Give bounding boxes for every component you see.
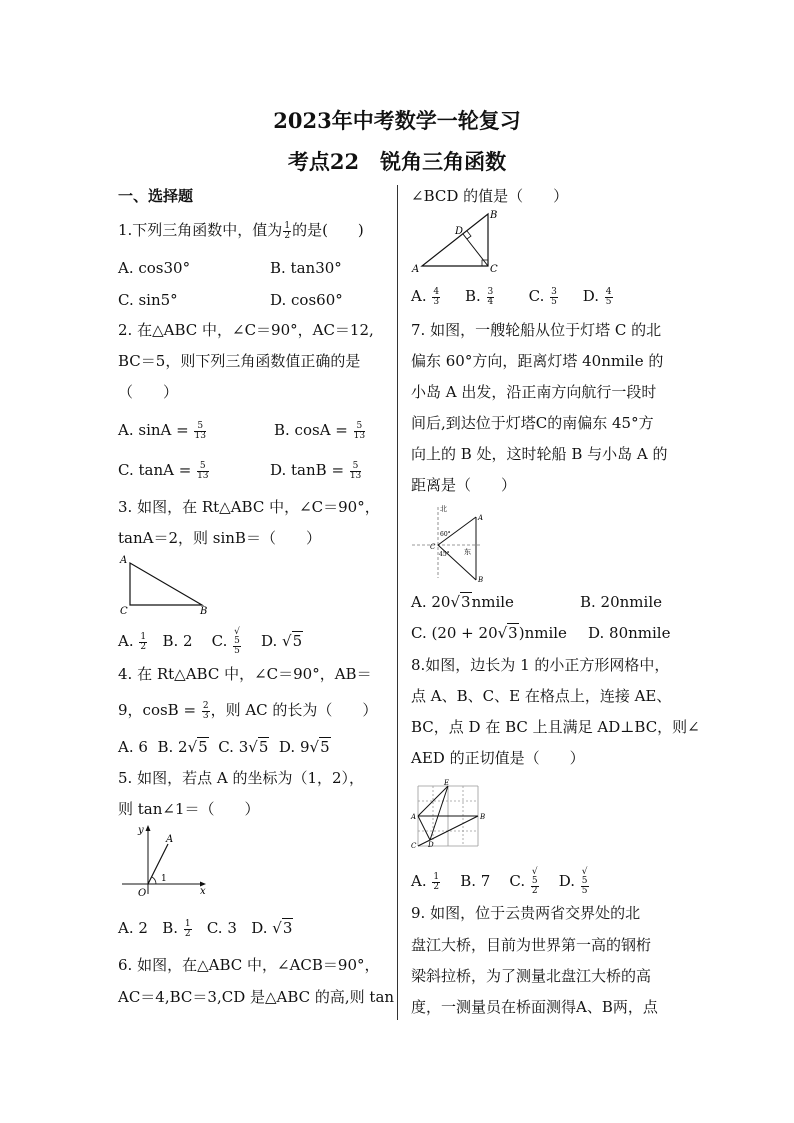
q3-triangle-figure bbox=[116, 554, 212, 616]
q7-stem-line1: 7. 如图，一艘轮船从位于灯塔 C 的北 bbox=[411, 321, 662, 339]
q7-label-a: A bbox=[478, 514, 484, 522]
q8-stem-line4: AED 的正切值是（ ） bbox=[411, 749, 585, 767]
q7-label-c: C bbox=[430, 543, 436, 551]
q8-label-e: E bbox=[444, 779, 450, 787]
q5-label-o: O bbox=[138, 888, 147, 898]
q3-stem-line2: tanA＝2，则 sinB＝（ ） bbox=[118, 529, 321, 547]
q7-label-b: B bbox=[478, 576, 484, 584]
q7-option-b: B. 20nmile bbox=[580, 593, 663, 611]
q7-stem-line5: 向上的 B 处，这时轮船 B 与小岛 A 的 bbox=[411, 445, 668, 463]
q6-stem-line2: AC＝4,BC＝3,CD 是△ABC 的高,则 tan bbox=[118, 988, 395, 1006]
page-title: 2023年中考数学一轮复习 bbox=[273, 108, 521, 133]
q5-options: A. 2 B. $\frac{1}{2}$ C. 3 D. √3 bbox=[118, 918, 293, 939]
q7-stem-line4: 间后,到达位于灯塔C的南偏东 45°方 bbox=[411, 414, 654, 432]
q2-stem-line3: （ ） bbox=[118, 383, 179, 401]
q7-angle-60: 60° bbox=[440, 531, 451, 538]
q2-stem-line1: 2. 在△ABC 中，∠C＝90°，AC＝12, bbox=[118, 321, 374, 339]
q6-label-d: D bbox=[455, 226, 464, 237]
q5-label-a: A bbox=[166, 834, 174, 845]
q3-options: A. $\frac{1}{2}$ B. 2 C. √ 5 5 D. √5 bbox=[118, 627, 303, 656]
q2-option-c: C. tanA = $\frac{5}{13}$ bbox=[118, 460, 209, 481]
q1-option-d: D. cos60° bbox=[270, 291, 343, 309]
q6-label-b: B bbox=[490, 210, 498, 221]
q8-label-c: C bbox=[411, 842, 417, 848]
q3-label-b: B bbox=[200, 606, 208, 616]
q5-axis-x-label: x bbox=[200, 886, 206, 897]
q5-stem-line1: 5. 如图，若点 A 的坐标为（1，2）， bbox=[118, 769, 365, 787]
q1-option-b: B. tan30° bbox=[270, 259, 342, 277]
q5-coordinate-figure bbox=[118, 822, 210, 898]
q7-east-label: 东 bbox=[464, 548, 471, 556]
page-subtitle: 考点22 锐角三角函数 bbox=[287, 149, 507, 174]
q8-options: A. $\frac{1}{2}$ B. 7 C. √ 5 2 D. √ 5 5 bbox=[411, 867, 588, 896]
q6-options: A. $\frac{4}{3}$ B. $\frac{3}{4}$ C. $\frac{3}{5}$ D. $\frac{4}{5}$ bbox=[411, 286, 612, 307]
q4-options: A. 6 B. 2√5 C. 3√5 D. 9√5 bbox=[118, 738, 330, 756]
q3-label-c: C bbox=[120, 606, 128, 616]
q7-stem-line3: 小岛 A 出发，沿正南方向航行一段时 bbox=[411, 383, 657, 401]
q1-option-c: C. sin5° bbox=[118, 291, 178, 309]
q9-stem-line3: 梁斜拉桥，为了测量北盘江大桥的高 bbox=[411, 967, 652, 985]
q5-axis-y-label: y bbox=[138, 825, 144, 836]
q3-stem-line1: 3. 如图，在 Rt△ABC 中，∠C＝90°， bbox=[118, 498, 380, 516]
q7-option-d: D. 80nmile bbox=[588, 624, 671, 642]
q6-triangle-figure bbox=[410, 208, 502, 274]
q9-stem-line2: 盘江大桥，目前为世界第一高的钢桁 bbox=[411, 936, 652, 954]
q5-angle-label: 1 bbox=[161, 874, 167, 884]
q7-north-label: 北 bbox=[440, 505, 447, 513]
q2-option-a: A. sinA = $\frac{5}{13}$ bbox=[118, 420, 206, 441]
q8-label-d: D bbox=[428, 841, 434, 848]
q7-angle-45: 45° bbox=[439, 551, 450, 558]
q7-stem-line6: 距离是（ ） bbox=[411, 476, 517, 494]
q8-stem-line3: BC，点 D 在 BC 上且满足 AD⊥BC，则∠ bbox=[411, 718, 700, 736]
q8-stem-line1: 8.如图，边长为 1 的小正方形网格中， bbox=[411, 656, 670, 674]
q7-stem-line2: 偏东 60°方向，距离灯塔 40nmile 的 bbox=[411, 352, 664, 370]
q3-label-a: A bbox=[120, 555, 128, 566]
q6-label-a: A bbox=[412, 264, 420, 274]
q7-navigation-figure bbox=[410, 502, 488, 584]
q4-stem-line1: 4. 在 Rt△ABC 中，∠C＝90°，AB＝ bbox=[118, 665, 372, 683]
q5-stem-line2: 则 tan∠1＝（ ） bbox=[118, 800, 260, 818]
q7-option-a: A. 20√3nmile bbox=[411, 593, 514, 611]
q6-label-c: C bbox=[490, 264, 498, 274]
q8-stem-line2: 点 A、B、C、E 在格点上，连接 AE、 bbox=[411, 687, 672, 705]
q2-stem-line2: BC＝5，则下列三角函数值正确的是 bbox=[118, 352, 361, 370]
section-heading: 一、选择题 bbox=[118, 187, 194, 205]
q2-option-b: B. cosA = $\frac{5}{13}$ bbox=[274, 420, 366, 441]
q2-option-d: D. tanB = $\frac{5}{13}$ bbox=[270, 460, 362, 481]
q9-stem-line4: 度，一测量员在桥面测得A、B两，点 bbox=[411, 998, 658, 1016]
q8-label-a: A bbox=[411, 813, 417, 821]
q8-label-b: B bbox=[480, 813, 486, 821]
q9-stem-line1: 9. 如图，位于云贵两省交界处的北 bbox=[411, 904, 641, 922]
column-divider bbox=[397, 185, 398, 1020]
q8-grid-figure bbox=[410, 778, 488, 848]
q1-stem: 1.下列三角函数中，值为 $\frac{1}{2}$ 的是( ) bbox=[118, 220, 364, 241]
q1-option-a: A. cos30° bbox=[118, 259, 191, 277]
q1-fraction: $\frac{1}{2}$ bbox=[284, 220, 291, 241]
q6-stem-line1: 6. 如图，在△ABC 中，∠ACB＝90°， bbox=[118, 956, 380, 974]
q6-stem-line3: ∠BCD 的值是（ ） bbox=[411, 187, 569, 205]
q7-option-c: C. (20 + 20√3)nmile bbox=[411, 624, 567, 642]
q4-stem-line2: 9，cosB = $\frac{2}{3}$ ，则 AC 的长为（ ） bbox=[118, 700, 378, 721]
